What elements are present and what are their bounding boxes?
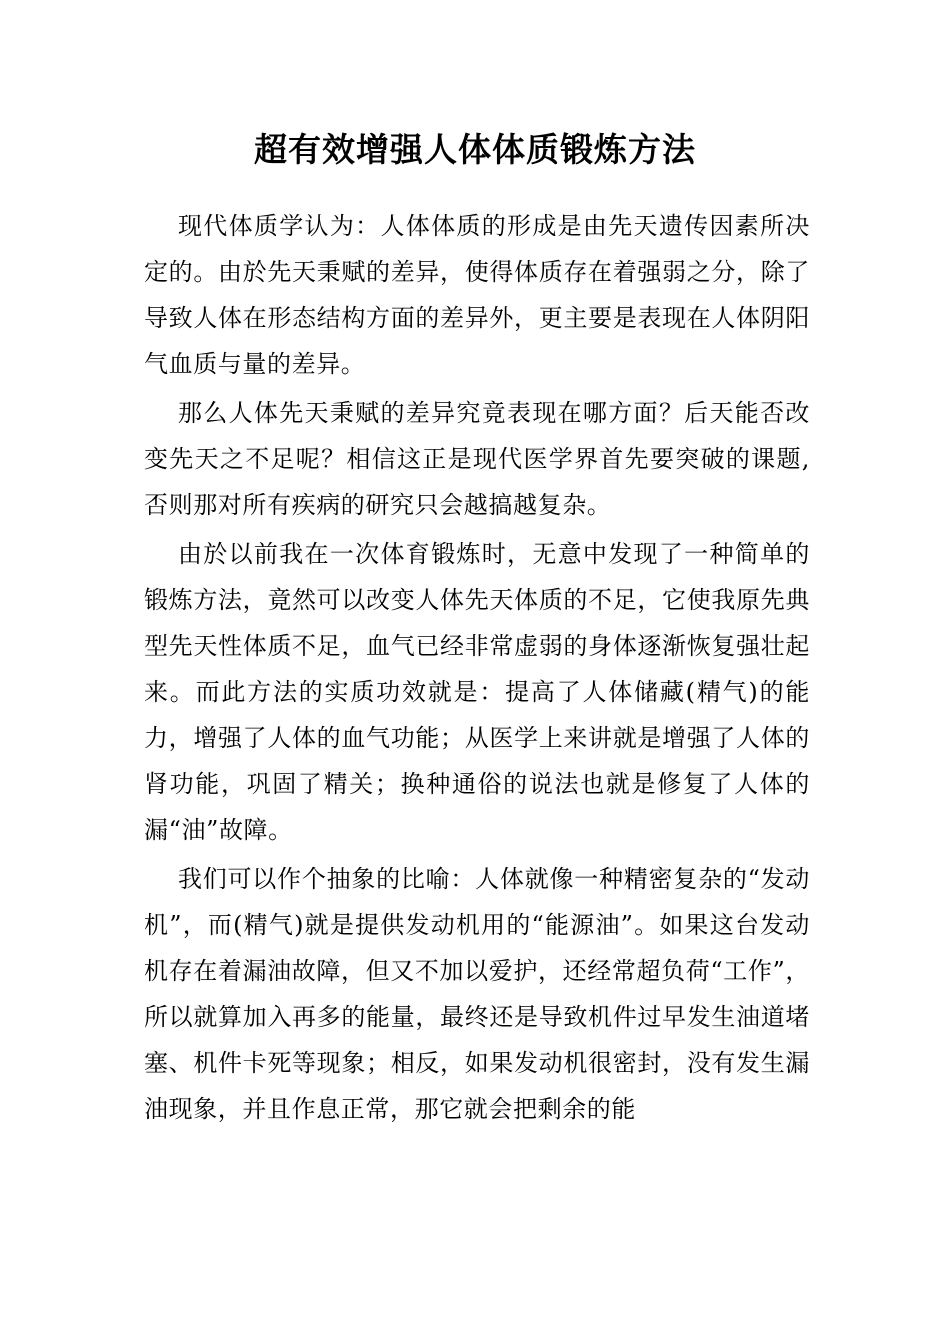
document-body — [144, 203, 810, 1135]
document-title: 超有效增强人体体质锻炼方法 — [254, 130, 696, 169]
paragraph-1: 现代体质学认为：人体体质的形成是由先天遗传因素所决定的。由於先天秉赋的差异，使得体质存在着强弱之分，除了导致人体在形态结构方面的差异外，更主要是表现在人体阴阳气血质与量的差异。 — [144, 212, 810, 378]
paragraph-3: 由於以前我在一次体育锻炼时，无意中发现了一种简单的锻炼方法，竟然可以改变人体先天体质的不足，它使我原先典型先天性体质不足，血气已经非常虚弱的身体逐渐恢复强壮起来。而此方法的实质功效就是：提高了人体储藏(精气)的能力，增强了人体的血气功能；从医学上来讲就是增强了人体的肾功能，巩固了精关；换种通俗的说法也就是修复了人体的漏“油”故障。 — [144, 540, 810, 844]
paragraph-2: 那么人体先天秉赋的差异究竟表现在哪方面？后天能否改变先天之不足呢？相信这正是现代医学界首先要突破的课题,否则那对所有疾病的研究只会越搞越复杂。 — [144, 399, 810, 519]
paragraph-4: 我们可以作个抽象的比喻：人体就像一种精密复杂的“发动机”，而(精气)就是提供发动机用的“能源油”。如果这台发动机存在着漏油故障，但又不加以爱护，还经常超负荷“工作”，所以就算加入再多的能量，最终还是导致机件过早发生油道堵塞、机件卡死等现象；相反，如果发动机很密封，没有发生漏油现象，并且作息正常，那它就会把剩余的能 — [144, 865, 810, 1123]
